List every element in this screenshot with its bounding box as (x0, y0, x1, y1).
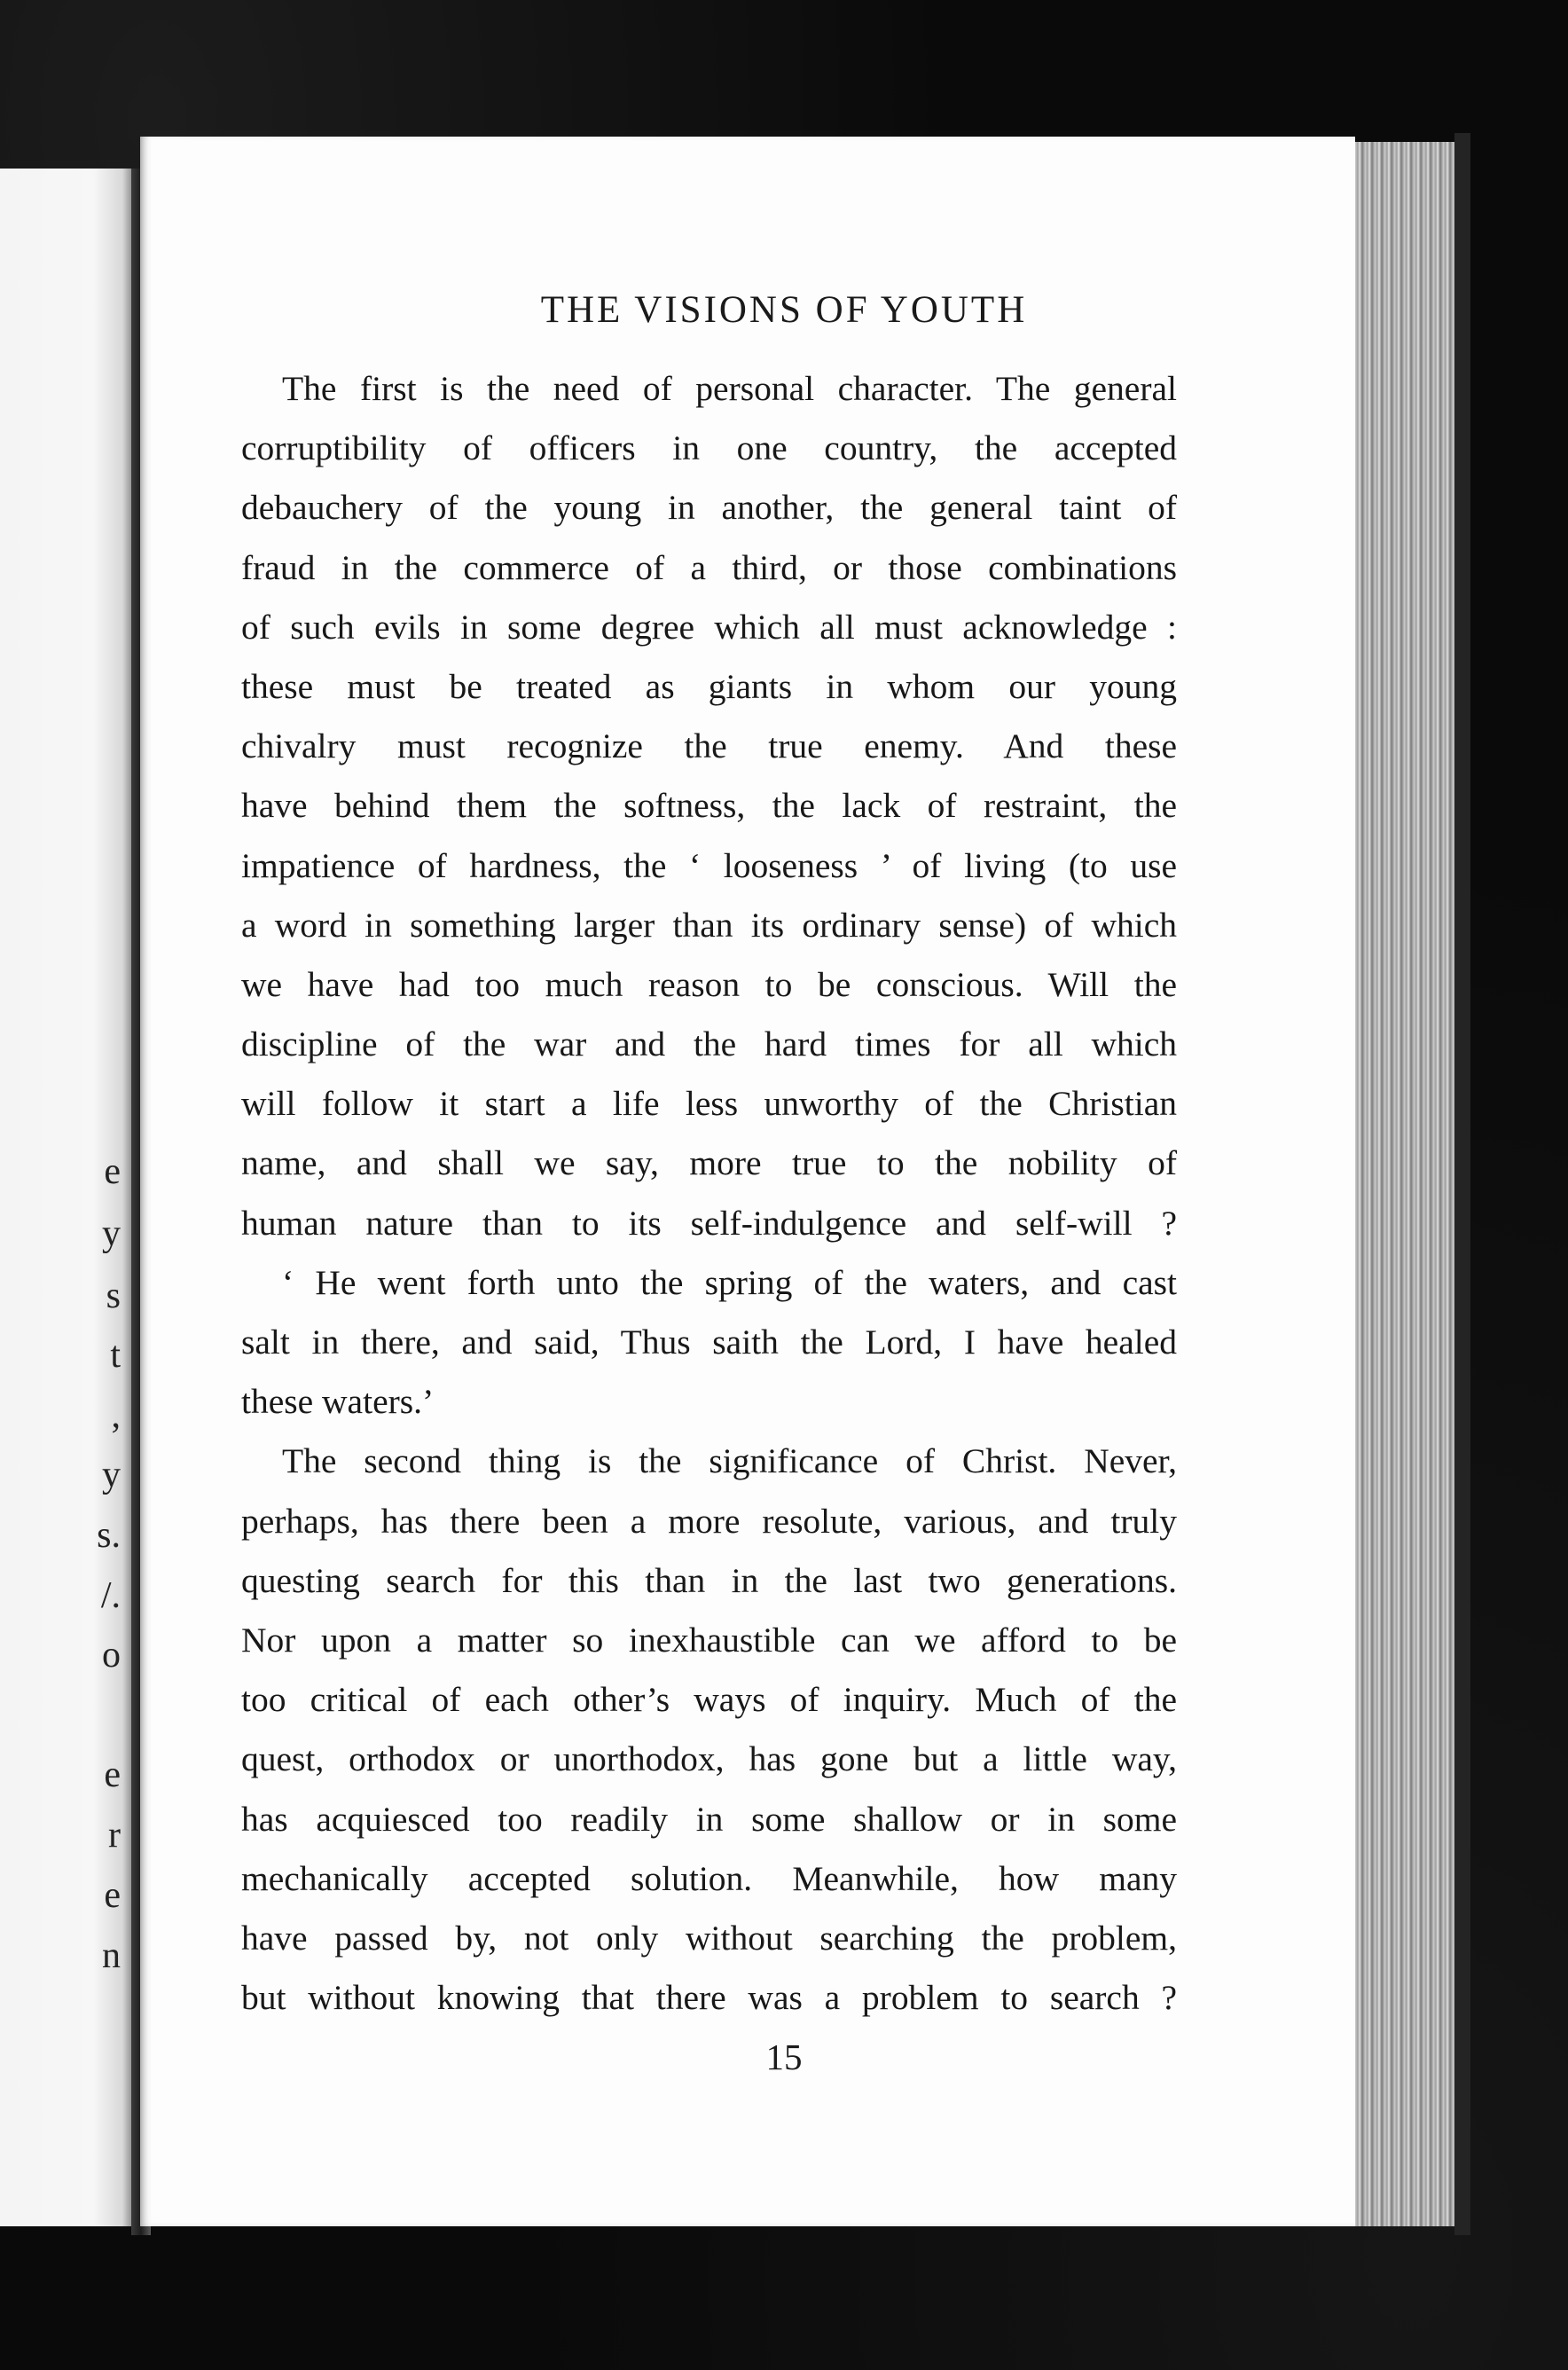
text-line: of such evils in some degree which all must acknowledge : (241, 607, 1177, 647)
left-page-fragment: s (106, 1275, 121, 1316)
book-cover-edge (1454, 133, 1470, 2235)
left-page-fragment: e (104, 1151, 121, 1192)
text-line: a word in something larger than its ordinary sense) of which (241, 905, 1177, 945)
paragraph (241, 1432, 1177, 2028)
text-line: The first is the need of personal character. The general (282, 369, 1177, 408)
text-line: The second thing is the significance of Christ. Never, (282, 1441, 1177, 1481)
text-line: chivalry must recognize the true enemy. And these (241, 726, 1177, 766)
paragraph (241, 1253, 1177, 1432)
left-page-fragment: t (110, 1335, 121, 1376)
left-page-fragment: r (108, 1815, 121, 1856)
text-line: fraud in the commerce of a third, or those combinations (241, 547, 1177, 587)
text-line: too critical of each other’s ways of inquiry. Much of the (241, 1680, 1177, 1720)
left-page-fragment: y (102, 1455, 121, 1495)
text-line: has acquiesced too readily in some shallow or in some (241, 1799, 1177, 1839)
left-page-fragment: n (102, 1935, 121, 1976)
page-block-edges (1355, 142, 1462, 2226)
left-page-fragment: y (102, 1213, 121, 1254)
text-line: but without knowing that there was a problem to search ? (241, 1978, 1177, 2018)
text-line: salt in there, and said, Thus saith the Lord, I have healed (241, 1322, 1177, 1362)
text-line: corruptibility of officers in one country, the accepted (241, 428, 1177, 468)
text-line: mechanically accepted solution. Meanwhile, how many (241, 1858, 1177, 1898)
paragraph (241, 359, 1177, 1253)
text-line: name, and shall we say, more true to the nobility of (241, 1143, 1177, 1183)
previous-page-edge (0, 169, 133, 2226)
text-line: Nor upon a matter so inexhaustible can we afford to be (241, 1620, 1177, 1660)
text-line: will follow it start a life less unworthy of the Christian (241, 1084, 1177, 1124)
page-number: 15 (765, 2036, 803, 2077)
text-line: ‘ He went forth unto the spring of the waters, and cast (282, 1262, 1177, 1302)
text-line: perhaps, has there been a more resolute, various, and truly (241, 1501, 1177, 1541)
text-line: impatience of hardness, the ‘ looseness ’ of living (to use (241, 845, 1177, 885)
left-page-fragment: o (102, 1635, 121, 1675)
left-page-fragment: /. (100, 1575, 121, 1616)
text-line: discipline of the war and the hard times for all which (241, 1024, 1177, 1064)
body-text (241, 359, 1177, 2028)
left-page-fragment: e (104, 1875, 121, 1916)
left-page-fragment: e (104, 1754, 121, 1795)
text-line: these waters.’ (241, 1382, 435, 1422)
text-line: have passed by, not only without searching the problem, (241, 1918, 1177, 1958)
running-head: THE VISIONS OF YOUTH (540, 289, 1028, 331)
text-line: debauchery of the young in another, the general taint of (241, 488, 1177, 528)
text-line: questing search for this than in the last two generations. (241, 1560, 1177, 1600)
text-line: have behind them the softness, the lack of restraint, the (241, 786, 1177, 826)
left-page-fragment: , (111, 1395, 121, 1436)
left-page-fragment: s. (97, 1515, 121, 1556)
text-line: these must be treated as giants in whom our young (241, 666, 1177, 706)
text-line: human nature than to its self-indulgence and self-will ? (241, 1203, 1177, 1243)
text-line: we have had too much reason to be conscious. Will the (241, 964, 1177, 1004)
text-line: quest, orthodox or unorthodox, has gone but a little way, (241, 1739, 1177, 1779)
